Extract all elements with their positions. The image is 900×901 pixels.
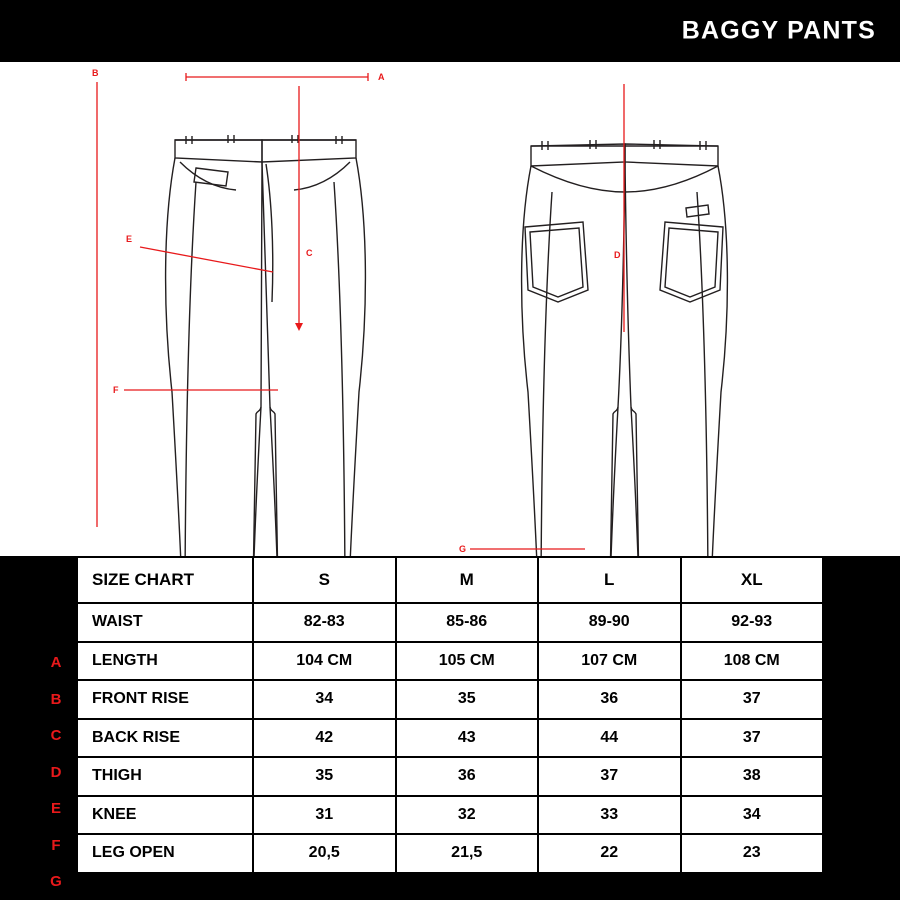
row-letter-d: D [50,763,62,781]
page-title: BAGGY PANTS [681,16,876,45]
measure-label-front-rise: FRONT RISE [77,680,253,719]
callout-label-b: B [92,68,99,78]
size-chart-table [76,556,824,874]
front-view-illustration [166,135,366,560]
measure-label-leg-open: LEG OPEN [77,834,253,873]
size-chart-section [0,556,900,890]
cell-waist-s: 82-83 [253,603,396,642]
row-letter-f: F [51,836,61,854]
cell-thigh-s: 35 [253,757,396,796]
column-header-l: L [538,557,681,603]
row-letter-column [38,601,74,901]
callout-line-e [140,247,273,272]
callout-label-d: D [614,250,621,260]
cell-knee-l: 33 [538,796,681,835]
cell-knee-s: 31 [253,796,396,835]
table-row [77,834,823,873]
table-row [77,757,823,796]
cell-length-xl: 108 CM [681,642,824,681]
callout-label-e: E [126,234,133,244]
cell-waist-l: 89-90 [538,603,681,642]
cell-back-rise-s: 42 [253,719,396,758]
cell-back-rise-l: 44 [538,719,681,758]
cell-waist-xl: 92-93 [681,603,824,642]
cell-front-rise-xl: 37 [681,680,824,719]
callout-label-g: G [459,544,467,554]
row-letter-c: C [50,727,62,744]
cell-back-rise-m: 43 [396,719,539,758]
measure-label-back-rise: BACK RISE [77,719,253,758]
technical-drawing-area [0,62,900,560]
table-row [77,603,823,642]
size-chart-title: SIZE CHART [77,557,253,603]
cell-front-rise-l: 36 [538,680,681,719]
cell-length-m: 105 CM [396,642,539,681]
table-header-row [77,557,823,603]
column-header-xl: XL [681,557,824,603]
column-header-s: S [253,557,396,603]
measure-label-knee: KNEE [77,796,253,835]
table-row [77,796,823,835]
cell-knee-xl: 34 [681,796,824,835]
callout-label-f: F [113,385,119,395]
table-row [77,719,823,758]
cell-leg-open-l: 22 [538,834,681,873]
cell-front-rise-m: 35 [396,680,539,719]
row-letter-a: A [50,654,62,671]
table-row [77,642,823,681]
measure-label-length: LENGTH [77,642,253,681]
cell-knee-m: 32 [396,796,539,835]
cell-leg-open-m: 21,5 [396,834,539,873]
measure-label-waist: WAIST [77,603,253,642]
cell-leg-open-xl: 23 [681,834,824,873]
measure-label-thigh: THIGH [77,757,253,796]
cell-length-s: 104 CM [253,642,396,681]
cell-thigh-l: 37 [538,757,681,796]
cell-leg-open-s: 20,5 [253,834,396,873]
row-letter-e: E [50,800,61,817]
cell-waist-m: 85-86 [396,603,539,642]
cell-length-l: 107 CM [538,642,681,681]
row-letter-b: B [50,690,62,708]
callout-label-a: A [378,72,385,82]
callout-label-c: C [306,248,313,258]
cell-thigh-m: 36 [396,757,539,796]
column-header-m: M [396,557,539,603]
header-bar [0,0,900,62]
cell-front-rise-s: 34 [253,680,396,719]
cell-back-rise-xl: 37 [681,719,824,758]
table-row [77,680,823,719]
cell-thigh-xl: 38 [681,757,824,796]
row-letter-g: G [50,873,62,890]
